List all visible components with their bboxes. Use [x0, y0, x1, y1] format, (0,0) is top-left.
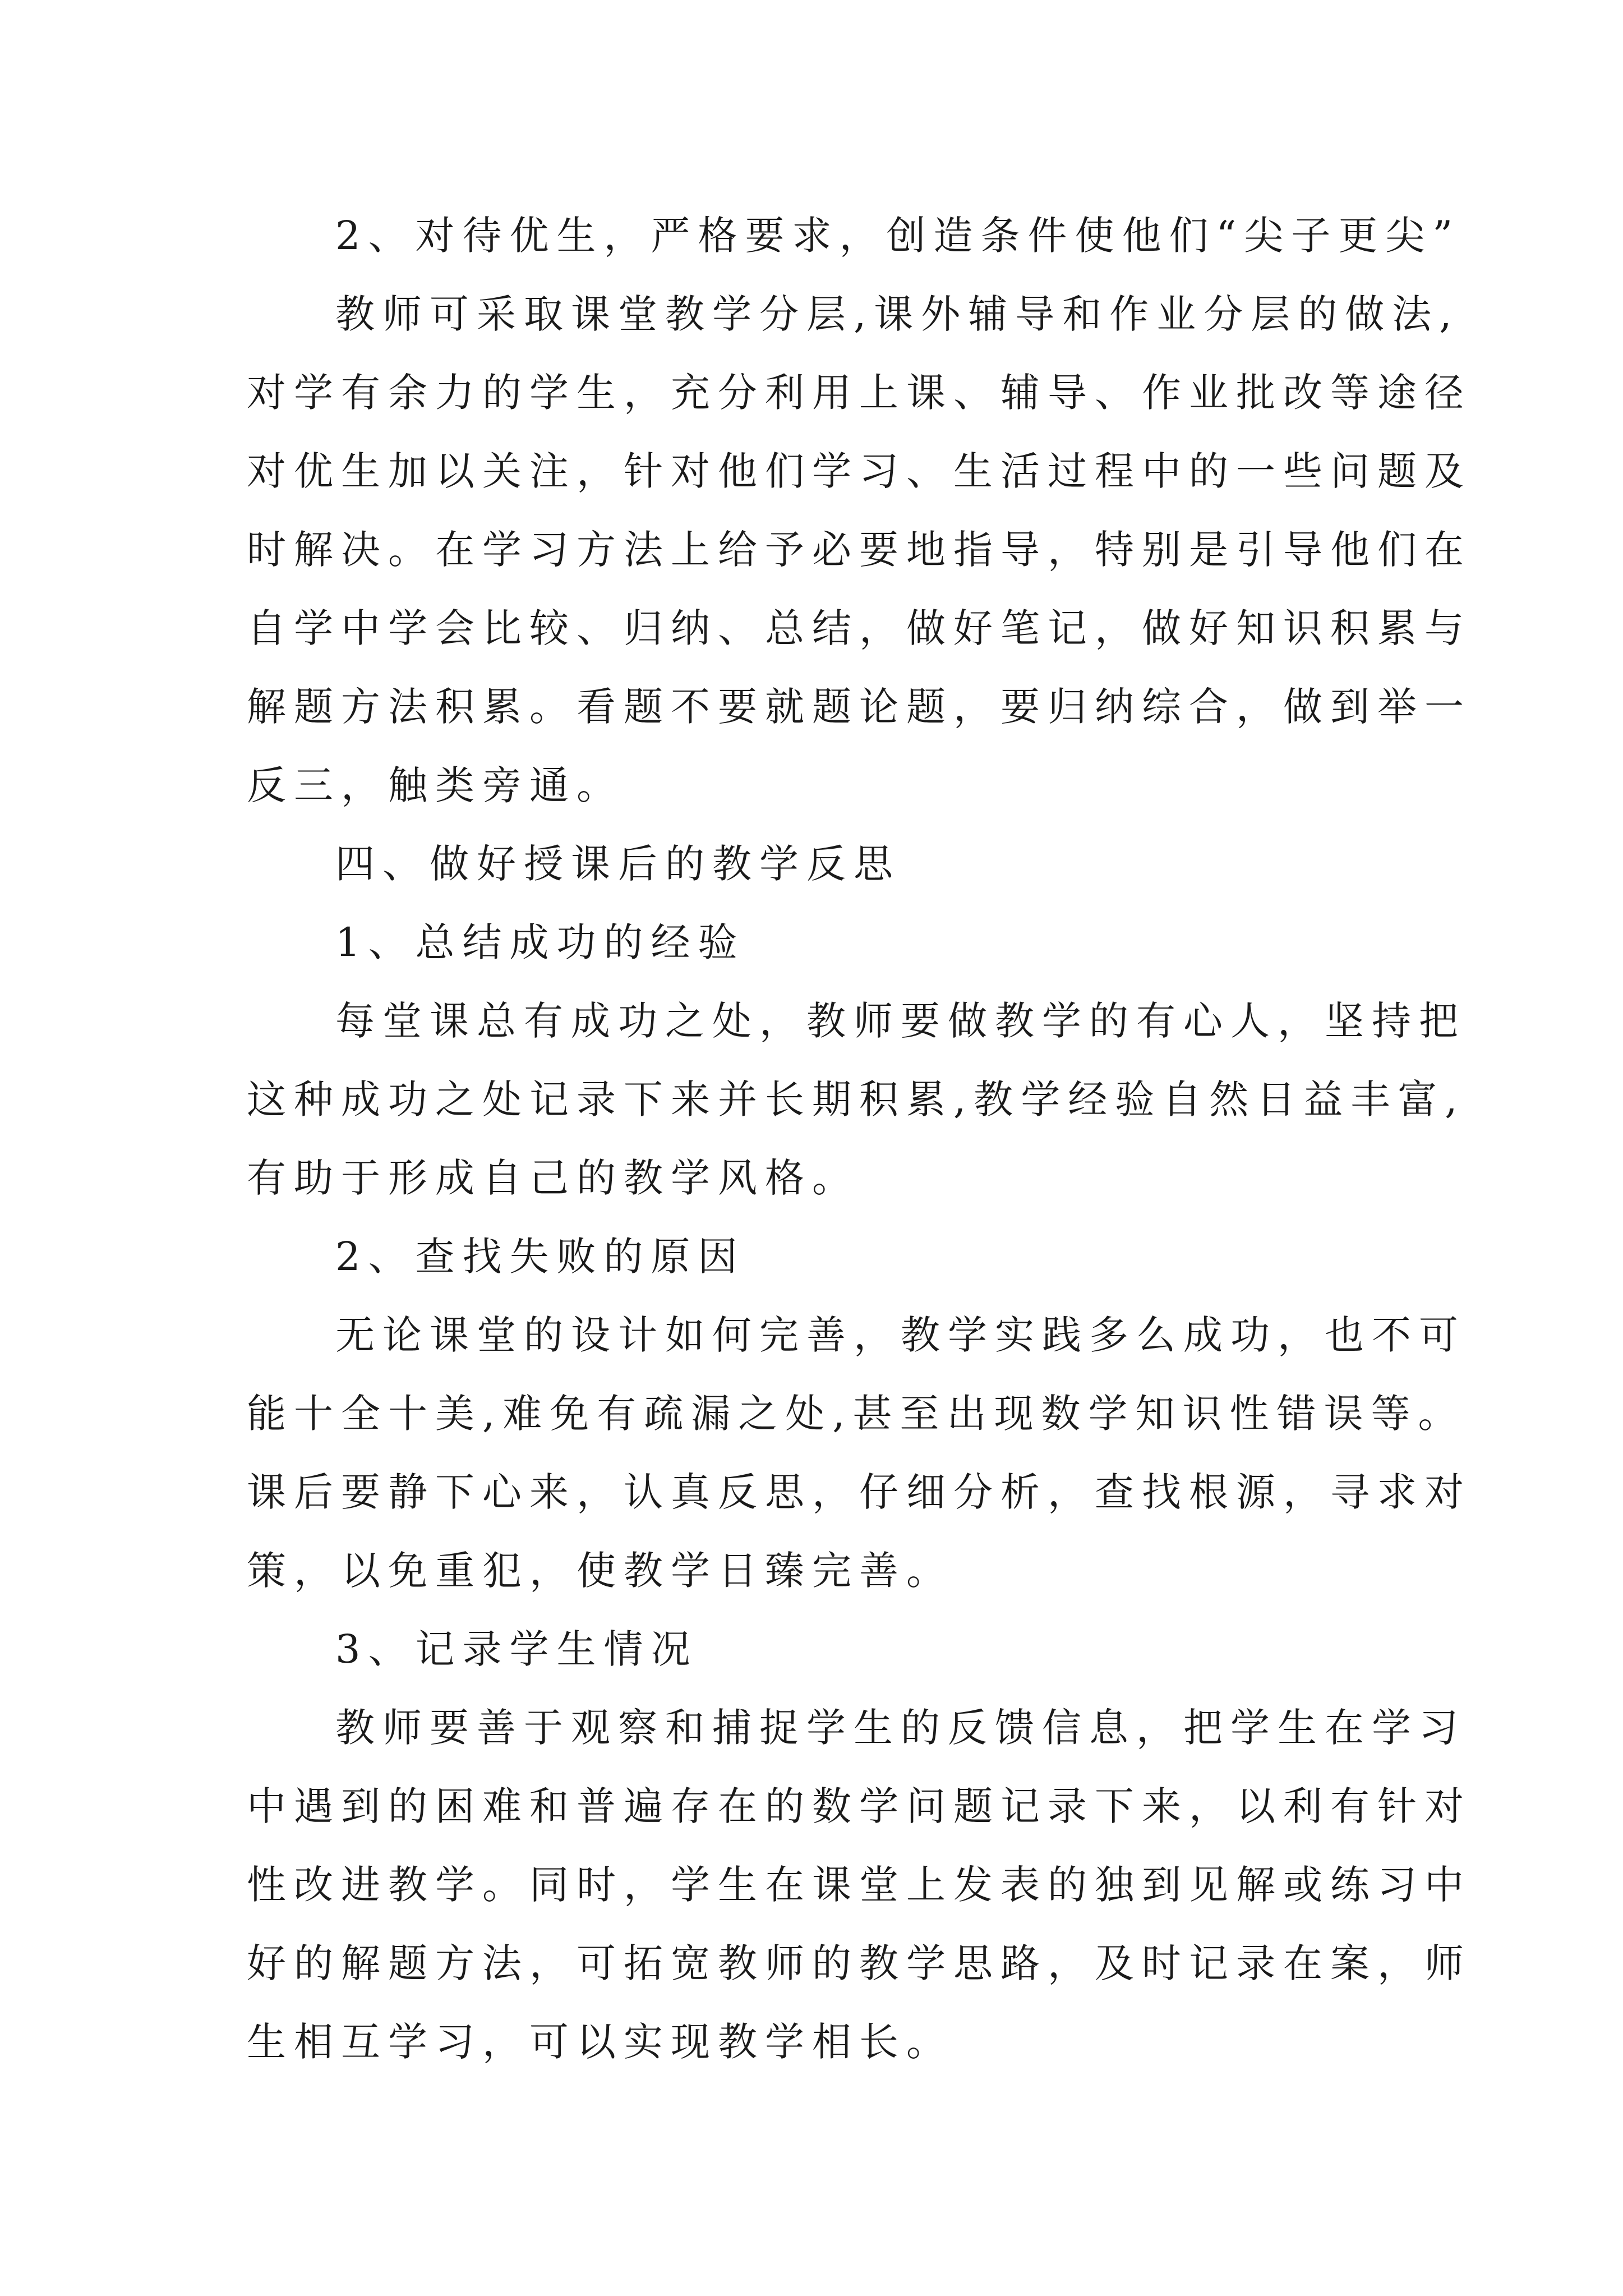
paragraph-line: 对学有余力的学生，充分利用上课、辅导、作业批改等途径 — [247, 370, 1472, 416]
paragraph-line: 自学中学会比较、归纳、总结，做好笔记，做好知识积累与 — [247, 605, 1472, 651]
paragraph-line: 策，以免重犯，使教学日臻完善。 — [247, 1548, 953, 1594]
section-heading: 四、做好授课后的教学反思 — [335, 841, 901, 887]
paragraph-line: 性改进教学。同时，学生在课堂上发表的独到见解或练习中 — [247, 1862, 1472, 1908]
paragraph-line: 生相互学习，可以实现教学相长。 — [247, 2019, 953, 2065]
paragraph-line: 教师可采取课堂教学分层,课外辅导和作业分层的做法, — [335, 291, 1460, 337]
paragraph-line: 这种成功之处记录下来并长期积累,教学经验自然日益丰富, — [247, 1076, 1465, 1122]
paragraph-line: 解题方法积累。看题不要就题论题，要归纳综合，做到举一 — [247, 684, 1472, 730]
paragraph-line: 好的解题方法，可拓宽教师的教学思路，及时记录在案，师 — [247, 1940, 1472, 1986]
subheading-line: 3、记录学生情况 — [335, 1626, 698, 1672]
paragraph-line: 课后要静下心来，认真反思，仔细分析，查找根源，寻求对 — [247, 1469, 1472, 1515]
paragraph-line: 能十全十美,难免有疏漏之处,甚至出现数学知识性错误等。 — [247, 1391, 1465, 1437]
paragraph-line: 时解决。在学习方法上给予必要地指导，特别是引导他们在 — [247, 527, 1472, 573]
paragraph-line: 教师要善于观察和捕捉学生的反馈信息，把学生在学习 — [335, 1705, 1466, 1751]
heading-line: 2、对待优生，严格要求，创造条件使他们“尖子更尖” — [335, 213, 1461, 259]
paragraph-line: 有助于形成自己的教学风格。 — [247, 1155, 859, 1201]
paragraph-line: 中遇到的困难和普遍存在的数学问题记录下来，以利有针对 — [247, 1783, 1472, 1829]
paragraph-line: 每堂课总有成功之处，教师要做教学的有心人，坚持把 — [335, 998, 1466, 1044]
paragraph-line: 对优生加以关注，针对他们学习、生活过程中的一些问题及 — [247, 448, 1472, 494]
paragraph-line: 反三，触类旁通。 — [247, 762, 624, 808]
paragraph-line: 无论课堂的设计如何完善，教学实践多么成功，也不可 — [335, 1312, 1466, 1358]
subheading-line: 1、总结成功的经验 — [335, 919, 745, 965]
subheading-line: 2、查找失败的原因 — [335, 1234, 745, 1280]
